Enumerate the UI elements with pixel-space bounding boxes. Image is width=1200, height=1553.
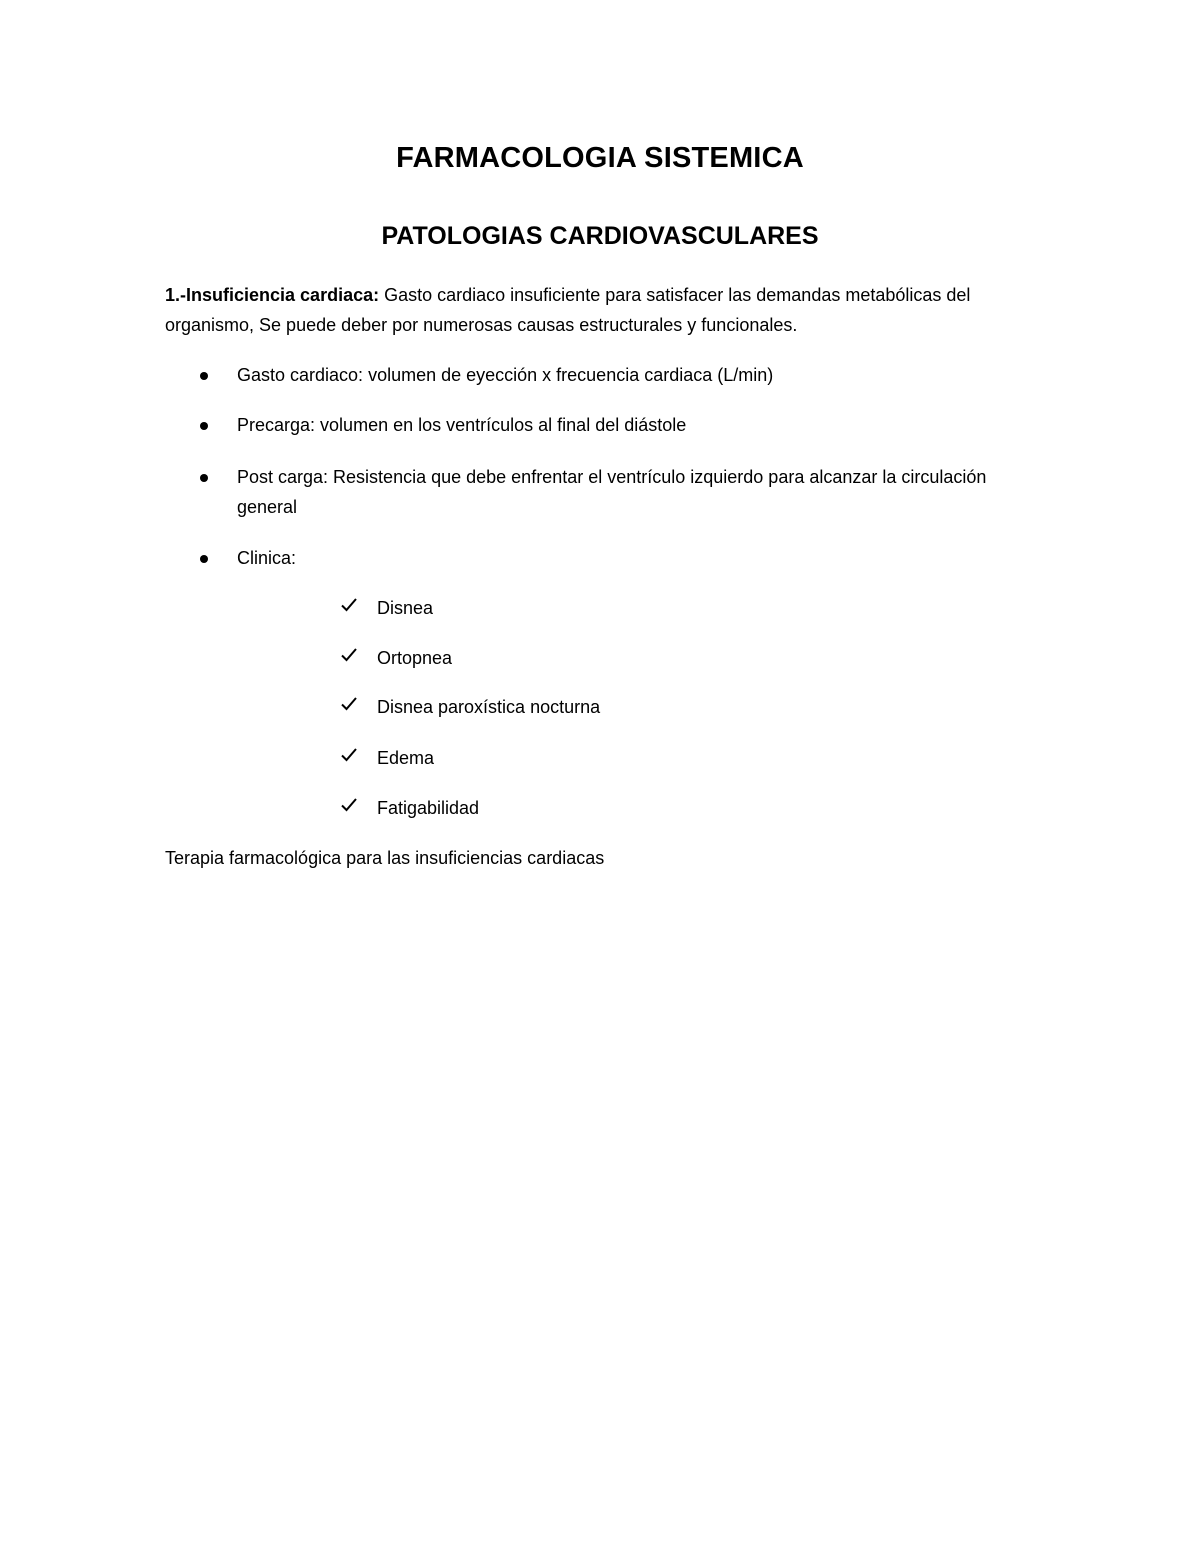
checkmark-icon [340, 596, 358, 614]
document-subtitle: PATOLOGIAS CARDIOVASCULARES [381, 222, 819, 250]
checkmark-icon [340, 746, 358, 764]
intro-lead: 1.-Insuficiencia cardiaca: [165, 285, 380, 305]
bullet-text: volumen de eyección x frecuencia cardiaca (L/min) [363, 365, 774, 385]
intro-paragraph [165, 280, 1045, 340]
bullet-icon [200, 474, 208, 482]
checkmark-icon [340, 646, 358, 664]
bullet-icon [200, 422, 208, 430]
checkmark-icon [340, 695, 358, 713]
bullet-icon [200, 555, 208, 563]
checkmark-icon [340, 796, 358, 814]
therapy-heading: Terapia farmacológica para las insuficiencias cardiacas [165, 848, 605, 868]
checklist-item-label: Disnea [377, 598, 434, 618]
bullet-icon [200, 372, 208, 380]
bullet-text: volumen en los ventrículos al final del diástole [315, 415, 687, 435]
document-title: FARMACOLOGIA SISTEMICA [396, 142, 804, 174]
bullet-term: Post carga: [237, 467, 329, 487]
checklist-item-label: Ortopnea [377, 648, 453, 668]
bullet-text: Resistencia que debe enfrentar el ventrículo izquierdo para alcanzar la circulación general [237, 467, 987, 517]
checklist-item-label: Edema [377, 748, 435, 768]
bullet-term: Gasto cardiaco: [237, 365, 364, 385]
bullet-term: Precarga: [237, 415, 316, 435]
checklist-item-label: Fatigabilidad [377, 798, 480, 818]
intro-text: Gasto cardiaco insuficiente para satisfacer las demandas metabólicas del organismo, Se puede deber por numerosas causas estructurales y funcionales. [165, 285, 971, 335]
checklist-item-label: Disnea paroxística nocturna [377, 697, 601, 717]
bullet-term: Clinica: [237, 548, 297, 568]
